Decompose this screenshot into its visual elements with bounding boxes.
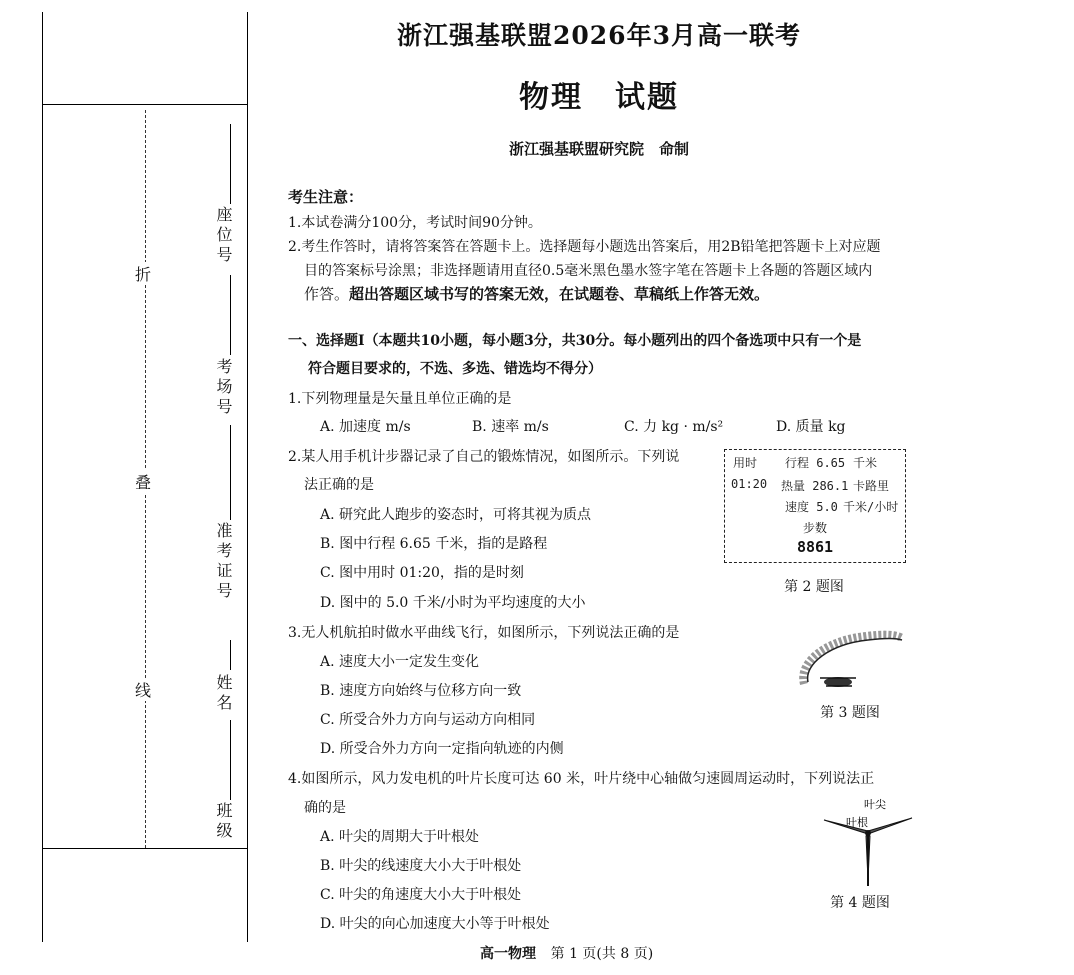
fold-char-1: 折 [135, 262, 151, 285]
binding-top-rule [42, 104, 247, 105]
ped-label-time: 用时 [733, 456, 758, 470]
exam-room-blank [230, 275, 231, 355]
q4-stem-line1: 4.如图所示，风力发电机的叶片长度可达 60 米，叶片绕中心轴做匀速圆周运动时，下列说法正 [288, 771, 875, 787]
q4-stem-line2: 确的是 [304, 800, 346, 816]
footer-page-number: 第 1 页(共 8 页) [550, 946, 654, 962]
compiler-line: 浙江强基联盟研究院 命制 [508, 140, 689, 158]
class-label: 班级 [214, 802, 233, 842]
subject-title: 物理 试题 [519, 80, 679, 115]
q2-option-a: A. 研究此人跑步的姿态时，可将其视为质点 [320, 507, 592, 523]
q2-stem-line1: 2.某人用手机计步器记录了自己的锻炼情况，如图所示。下列说 [288, 449, 680, 465]
q2-option-d: D. 图中的 5.0 千米/小时为平均速度的大小 [320, 595, 586, 611]
q3-figure-caption: 第 3 题图 [820, 705, 880, 721]
turbine-blade-right [868, 818, 912, 834]
section1-heading-line2: 符合题目要求的，不选、多选、错选均不得分） [308, 361, 602, 377]
q4-wind-turbine-figure [822, 796, 914, 888]
q2-figure-caption: 第 2 题图 [784, 579, 844, 595]
ped-calories: 热量 286.1 [781, 479, 849, 493]
notice-heading: 考生注意： [288, 188, 364, 206]
name-blank [230, 640, 231, 670]
q4-option-d: D. 叶尖的向心加速度大小等于叶根处 [320, 916, 550, 932]
q1-option-a: A. 加速度 m/s [320, 419, 411, 435]
binding-bottom-rule [42, 848, 247, 849]
q3-option-d: D. 所受合外力方向一定指向轨迹的内侧 [320, 741, 564, 757]
q1-option-b: B. 速率 m/s [472, 419, 549, 435]
exam-room-label: 考场号 [214, 358, 233, 418]
drone-icon [820, 677, 856, 687]
binding-margin [0, 0, 250, 975]
drone-trajectory-edge [808, 639, 902, 683]
ped-distance-unit: 千米 [853, 456, 878, 470]
turbine-label-root: 叶根 [846, 816, 868, 829]
q2-pedometer-figure [724, 449, 906, 563]
q1-stem: 1.下列物理量是矢量且单位正确的是 [288, 391, 512, 407]
notice-item-2-cont: 目的答案标号涂黑；非选择题请用直径0.5毫米黑色墨水签字笔在答题卡上各题的答题区域内 [304, 263, 873, 279]
class-blank [230, 720, 231, 800]
seat-number-label: 座位号 [214, 206, 233, 266]
admission-number-label: 准考证号 [214, 522, 233, 602]
q3-stem: 3.无人机航拍时做水平曲线飞行，如图所示，下列说法正确的是 [288, 625, 680, 641]
ped-speed-unit: 千米/小时 [843, 500, 899, 514]
q1-option-c: C. 力 kg · m/s² [624, 419, 724, 435]
turbine-hub [865, 830, 871, 836]
name-label: 姓名 [214, 674, 233, 714]
q2-stem-line2: 法正确的是 [304, 477, 374, 493]
q2-option-c: C. 图中用时 01:20，指的是时刻 [320, 565, 524, 581]
q3-option-c: C. 所受合外力方向与运动方向相同 [320, 712, 536, 728]
q4-option-a: A. 叶尖的周期大于叶根处 [320, 829, 480, 845]
q4-option-b: B. 叶尖的线速度大小大于叶根处 [320, 858, 522, 874]
q3-drone-figure [796, 626, 906, 696]
q3-option-a: A. 速度大小一定发生变化 [320, 654, 480, 670]
exam-paper [284, 0, 1064, 975]
fold-char-2: 叠 [135, 470, 151, 493]
section1-heading-line1: 一、选择题Ⅰ（本题共10小题，每小题3分，共30分。每小题列出的四个备选项中只有一个是 [288, 333, 862, 349]
q4-option-c: C. 叶尖的角速度大小大于叶根处 [320, 887, 522, 903]
binding-inner-line [247, 12, 248, 942]
fold-char-3: 线 [135, 678, 151, 701]
turbine-label-tip: 叶尖 [864, 798, 886, 811]
ped-steps-value: 8861 [796, 538, 834, 556]
ped-speed: 速度 5.0 [785, 500, 838, 514]
notice-item-2: 2.考生作答时，请将答案答在答题卡上。选择题每小题选出答案后，用2B铅笔把答题卡上对应题 [288, 239, 881, 255]
notice-item-2-answer: 作答。 [304, 285, 350, 303]
notice-item-1: 1.本试卷满分100分，考试时间90分钟。 [288, 215, 542, 231]
q2-option-b: B. 图中行程 6.65 千米，指的是路程 [320, 536, 548, 552]
notice-warning: 超出答题区域书写的答案无效，在试题卷、草稿纸上作答无效。 [349, 285, 770, 303]
q4-figure-caption: 第 4 题图 [830, 895, 890, 911]
admission-number-blank [230, 425, 231, 520]
ped-steps-label: 步数 [802, 521, 827, 535]
binding-outer-line [42, 12, 43, 942]
seat-number-blank [230, 124, 231, 204]
exam-title: 浙江强基联盟2026年3月高一联考 [397, 21, 801, 50]
page-footer [480, 943, 653, 963]
footer-subject: 高一物理 [480, 946, 536, 962]
ped-time-value: 01:20 [731, 477, 768, 491]
q3-option-b: B. 速度方向始终与位移方向一致 [320, 683, 522, 699]
ped-calories-unit: 卡路里 [853, 479, 890, 493]
ped-distance: 行程 6.65 [785, 456, 846, 470]
q1-option-d: D. 质量 kg [776, 419, 846, 435]
notice-item-2-end [304, 283, 769, 304]
